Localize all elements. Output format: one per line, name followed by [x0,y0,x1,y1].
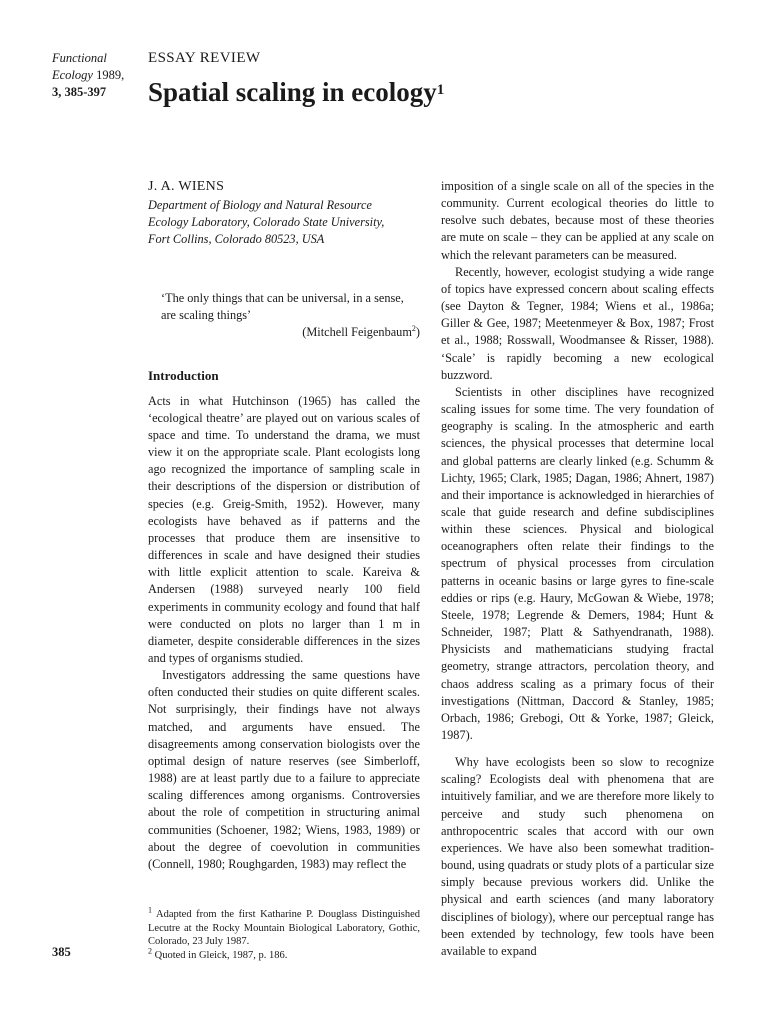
left-column [148,178,420,873]
epigraph [148,290,420,341]
journal-year: 1989, [96,68,125,82]
affiliation-line-1: Department of Biology and Natural Resource [148,198,372,212]
footnote-mark: 1 [148,905,152,915]
right-column [441,178,714,960]
journal-pages: 385-397 [64,85,107,99]
paragraph: Investigators addressing the same questions have often conducted their studies on quite different scales. Not surprisingly, their findings have not always matched, and arguments have ensued. The disagreements among conservation biologists over the optimal design of nature reserves (see Simberloff, 1988) are at least partly due to a failure to appreciate scaling differences among organisms. Controversies about the role of competition in structuring animal communities (Schoener, 1982; Wiens, 1983, 1989) or about the degree of coevolution in communities (Connell, 1980; Roughgarden, 1983) may reflect the [148,668,420,871]
epigraph-footnote-mark: 2 [411,324,416,334]
paragraph: imposition of a single scale on all of the species in the community. Current ecological theories do little to resolve such debates, because most of these theories are mute on scale – they can be applied at any scale on which the relevant parameters can be measured. [441,179,714,262]
title-footnote-mark: 1 [436,82,445,98]
journal-citation [52,50,144,101]
affiliation-line-3: Fort Collins, Colorado 80523, USA [148,232,325,246]
epigraph-attribution-end: ) [415,325,420,340]
journal-name: Functional [52,51,107,65]
author-name: J. A. WIENS [148,179,225,194]
footnote-1 [148,905,420,949]
footnote-text: Adapted from the first Katharine P. Douglass Distinguished Lecutre at the Rocky Mountain Biological Laboratory, Gothic, Colorado, 23 July 1987. [148,909,420,948]
article-title [148,76,444,108]
affiliation-line-2: Ecology Laboratory, Colorado State University, [148,215,385,229]
footnote-mark: 2 [148,946,152,956]
section-heading-introduction: Introduction [148,368,219,384]
footnote-2 [148,946,420,963]
paragraph: Scientists in other disciplines have recognized scaling issues for some time. The very foundation of geography is scaling. In the atmospheric and earth sciences, the physical processes that determine local and global patterns are clearly linked (e.g. Schumm & Lichty, 1965; Clark, 1985; Dagan, 1986; Ahnert, 1987) and their importance is acknowledged in hierarchies of scale that guide research and define subdisciplines within these sciences. Physical and biological oceanographers often relate their findings to the spectrum of physical processes from circulation patterns in oceanic basins or large gyres to fine-scale eddies or rips (e.g. Haury, McGowan & Wiebe, 1978; Steele, 1978; Legrende & Demers, 1984; Hunt & Schneider, 1987; Platt & Sathyendranath, 1988). Physicists and mathematicians studying fractal geometry, strange attractors, percolation theory, and chaos address scaling as a primary focus of their investigations (Nittman, Daccord & Stanley, 1985; Orbach, 1986; Grebogi, Ott & Yorke, 1987; Gleick, 1987). [441,384,714,742]
footnote-text: Quoted in Gleick, 1987, p. 186. [154,949,288,961]
page-number: 385 [52,945,71,959]
journal-name-2: Ecology [52,68,93,82]
paragraph: Recently, however, ecologist studying a wide range of topics have expressed concern about scaling effects (see Dayton & Tegner, 1984; Wiens et al., 1986a; Giller & Gee, 1987; Meetenmeyer & Box, 1987; Frost et al., 1988; Rosswall, Woodmansee & Risser, 1988). ‘Scale’ is rapidly becoming a new ecological buzzword. [441,264,714,382]
footnotes [148,905,420,962]
paragraph: Why have ecologists been so slow to recognize scaling? Ecologists deal with phenomena that are intuitively familiar, and we are therefore more likely to perceive and study such phenomena on anthropocentric scales that accord with our own experiences. We have also been somewhat tradition-bound, using quadrats or study plots of a particular size simply because previous workers did. Unlike the physical and earth sciences (and many laboratory disciplines of biology), where our perceptual range has been extended by technology, few tools have been available to expand [441,755,714,958]
title-text: Spatial scaling in ecology [148,77,437,107]
journal-volume: 3, [52,85,62,99]
paragraph: Acts in what Hutchinson (1965) has called the ‘ecological theatre’ are played out on various scales of space and time. To understand the drama, we must view it on the appropriate scale. Plant ecologists long ago recognized the importance of sampling scale in their descriptions of the dispersion or distribution of species (e.g. Greig-Smith, 1952). However, many ecologists have behaved as if patterns and the processes that produce them are insensitive to differences in scale and have designed their studies with little explicit attention to scale. Kareiva & Andersen (1988) surveyed nearly 100 field experiments in community ecology and found that half were conducted on plots no larger than 1 m in diameter, despite considerable differences in the sizes and types of organisms studied. [148,393,420,665]
section-label: ESSAY REVIEW [148,50,261,66]
epigraph-author: (Mitchell Feigenbaum [302,325,412,340]
epigraph-attribution [161,324,420,341]
epigraph-quote: ‘The only things that can be universal, in a sense, are scaling things’ [161,291,404,323]
